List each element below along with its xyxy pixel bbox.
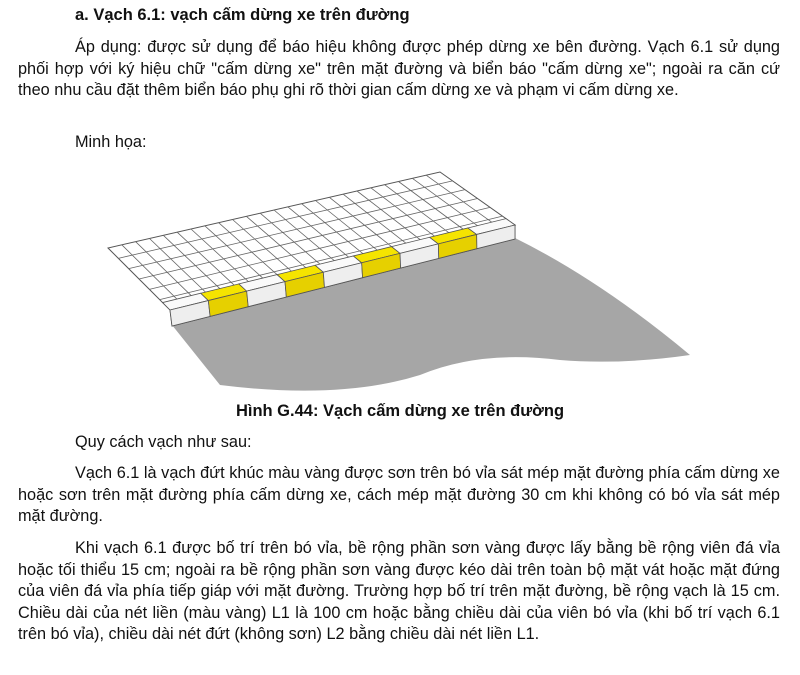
illustration-label: Minh họa: — [75, 133, 147, 151]
spec-paragraph-1: Vạch 6.1 là vạch đứt khúc màu vàng được sơn trên bó vỉa sát mép mặt đường phía cấm dừng xe hoặc sơn trên mặt đường phía cấm dừng xe, cách mép mặt đường 30 cm khi không có bó vỉa sát mép mặt đường. — [18, 464, 780, 525]
spec-intro: Quy cách vạch như sau: — [75, 433, 252, 451]
curb-marking-illustration — [0, 160, 800, 400]
apply-paragraph: Áp dụng: được sử dụng để báo hiệu không được phép dừng xe bên đường. Vạch 6.1 sử dụng phối hợp với ký hiệu chữ "cấm dừng xe" trên mặt đường và biển báo "cấm dừng xe"; ngoài ra căn cứ theo nhu cầu đặt thêm biển báo phụ ghi rõ thời gian cấm dừng xe và phạm vi cấm dừng xe. — [18, 38, 780, 99]
section-heading: a. Vạch 6.1: vạch cấm dừng xe trên đường — [75, 6, 410, 24]
figure-caption: Hình G.44: Vạch cấm dừng xe trên đường — [235, 402, 565, 420]
spec-paragraph-2: Khi vạch 6.1 được bố trí trên bó vỉa, bề rộng phần sơn vàng được lấy bằng bề rộng viên đá vỉa hoặc tối thiểu 15 cm; ngoài ra bề rộng phần sơn vàng được kéo dài trên toàn bộ mặt vát hoặc mặt đứng của viên đá vỉa phía tiếp giáp với mặt đường. Trường hợp bố trí trên mặt đường, bề rộng vạch là 15 cm. Chiều dài của nét liền (màu vàng) L1 là 100 cm hoặc bằng chiều dài của viên bó vỉa (khi bố trí vạch 6.1 trên bó vỉa), chiều dài nét đứt (không sơn) L2 bằng chiều dài nét liền L1. — [18, 539, 780, 643]
